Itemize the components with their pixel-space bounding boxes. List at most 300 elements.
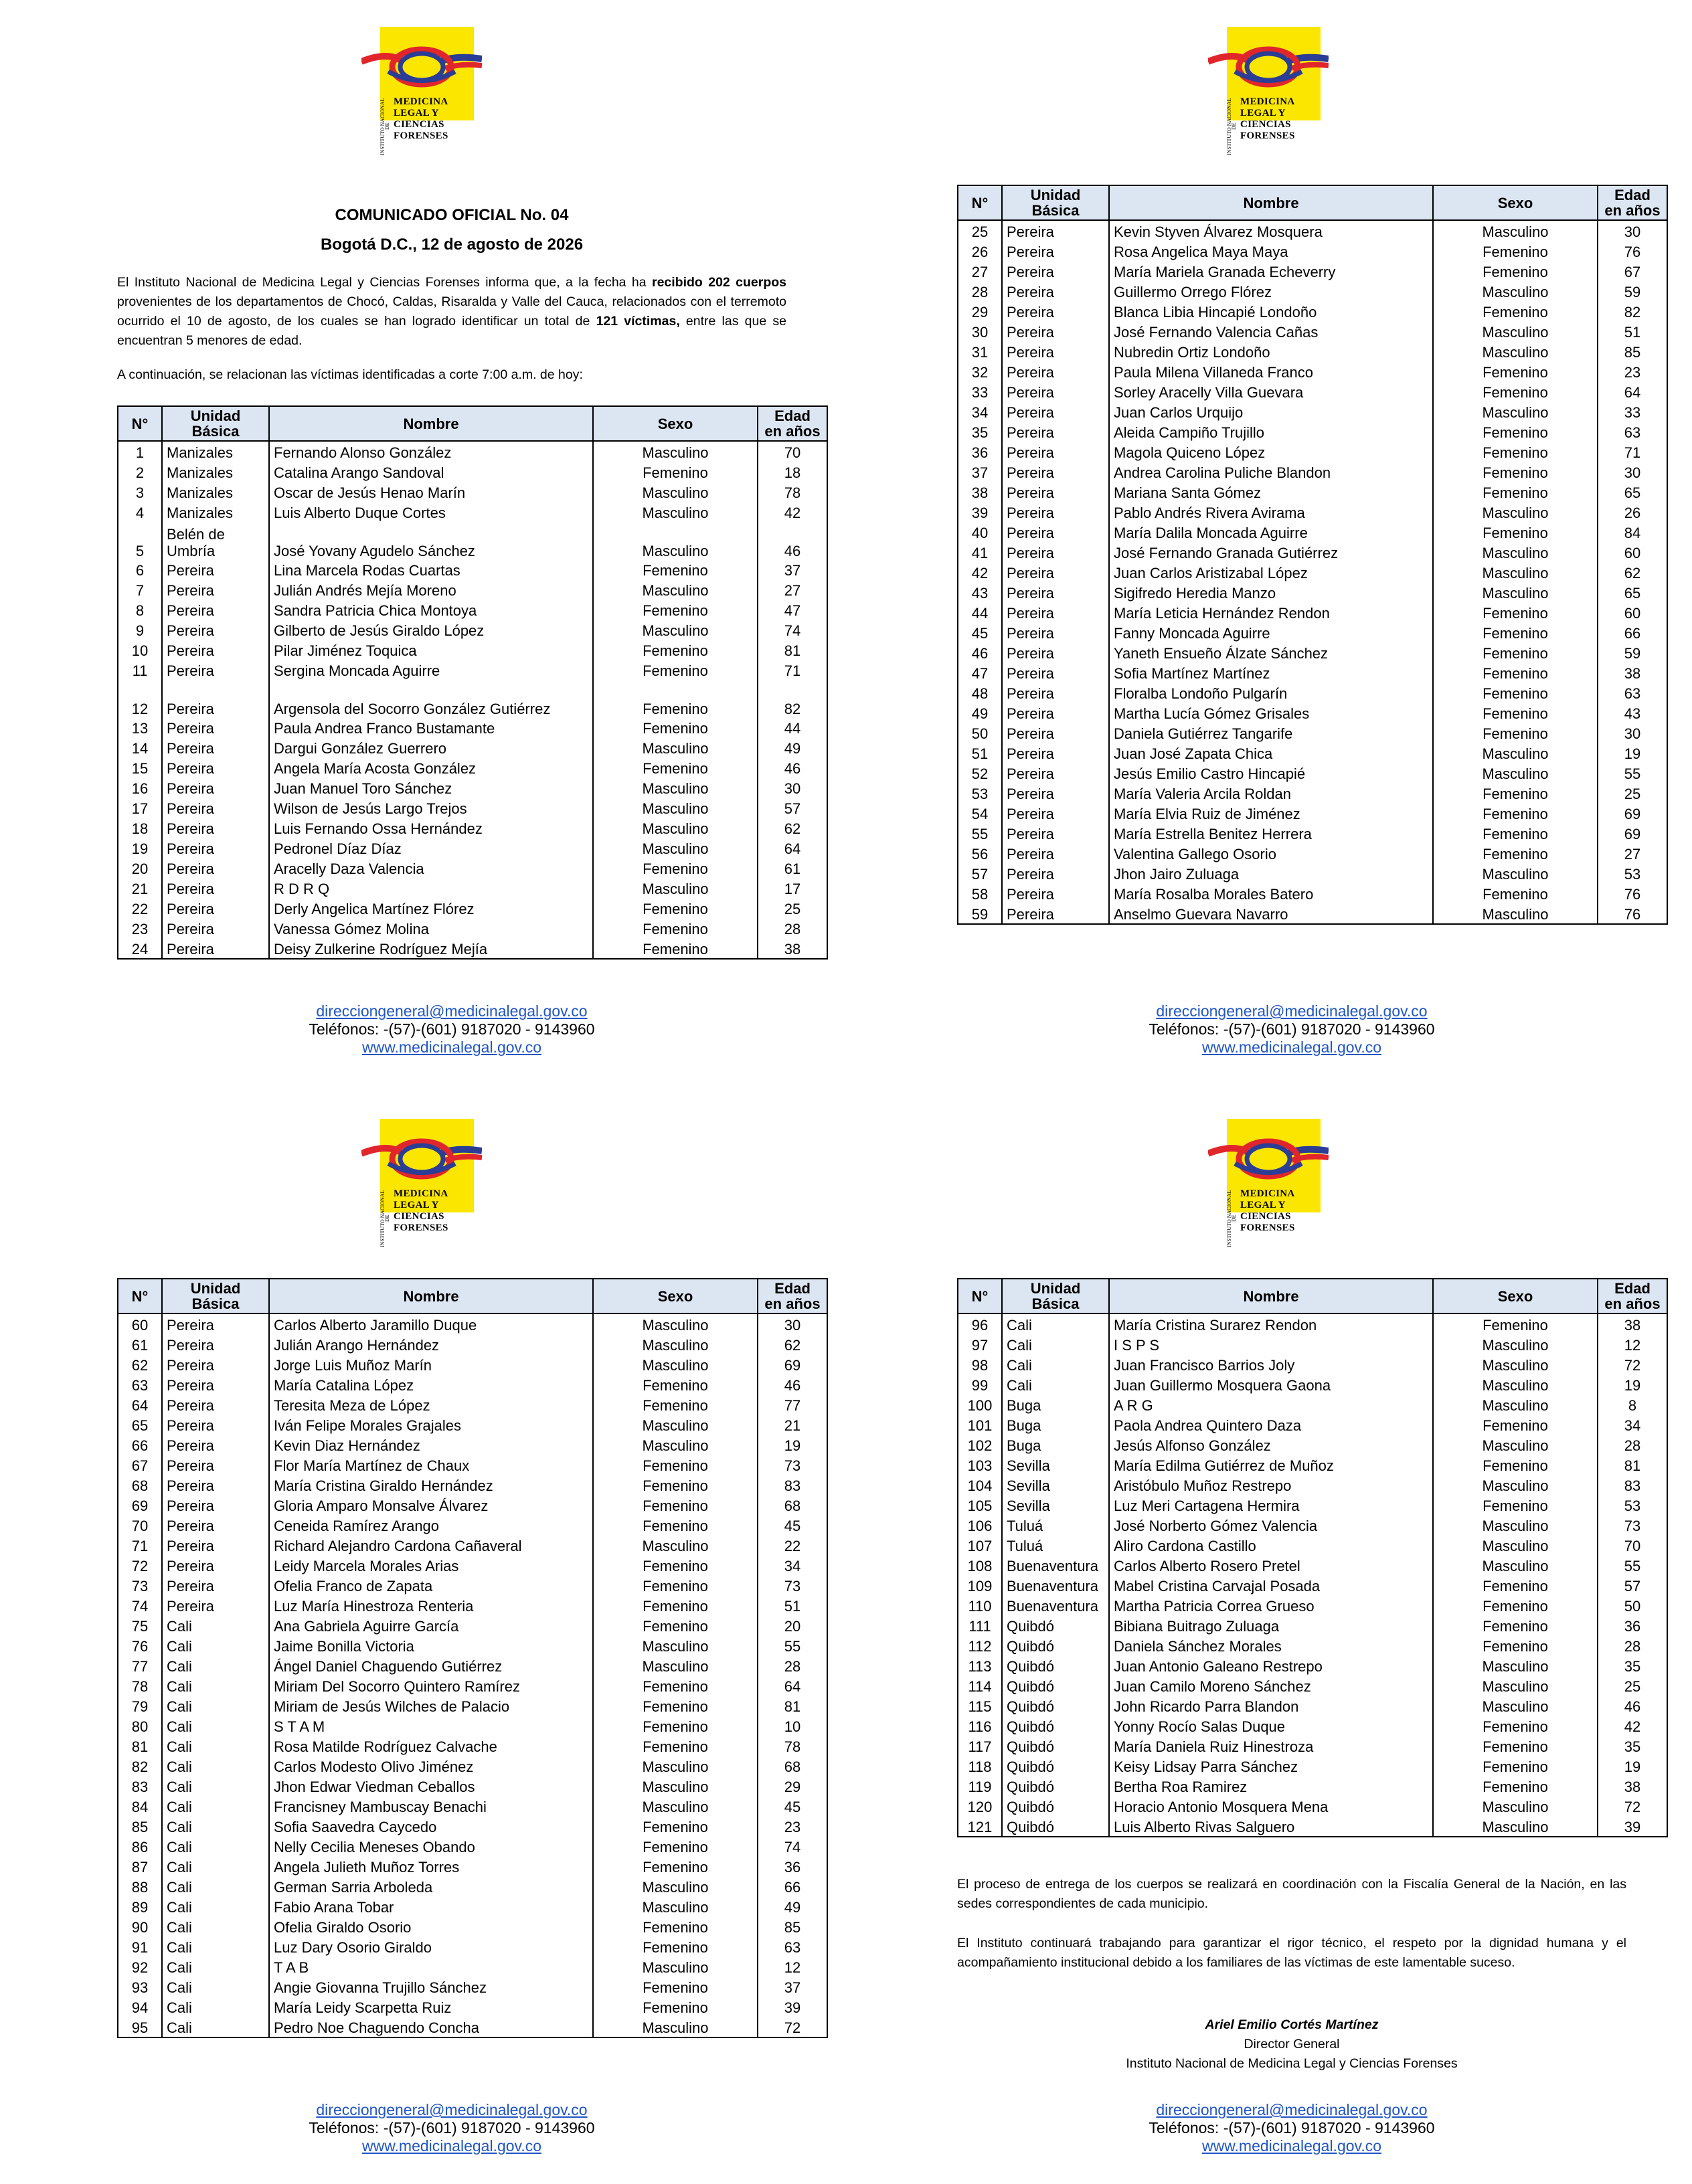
table-row bbox=[118, 522, 827, 559]
row-sex: Masculino bbox=[1433, 1535, 1598, 1555]
table-row bbox=[958, 361, 1667, 381]
row-unit: Cali bbox=[1002, 1334, 1109, 1354]
row-unit: Pereira bbox=[162, 1334, 269, 1354]
row-unit: Quibdó bbox=[1002, 1696, 1109, 1716]
table-row bbox=[118, 1615, 827, 1635]
row-unit: Pereira bbox=[1002, 883, 1109, 903]
row-number: 13 bbox=[118, 717, 162, 737]
row-age: 72 bbox=[1598, 1354, 1667, 1374]
row-age: 70 bbox=[1598, 1535, 1667, 1555]
row-age: 66 bbox=[1598, 622, 1667, 642]
row-age: 46 bbox=[758, 522, 827, 559]
table-row bbox=[118, 1776, 827, 1796]
email-link[interactable]: direcciongeneral@medicinalegal.gov.co bbox=[316, 1002, 588, 1020]
row-number: 68 bbox=[118, 1475, 162, 1495]
row-sex: Masculino bbox=[593, 778, 758, 798]
row-unit: Pereira bbox=[1002, 863, 1109, 883]
row-number: 117 bbox=[958, 1736, 1002, 1756]
website-link[interactable]: www.medicinalegal.gov.co bbox=[361, 1038, 542, 1056]
table-row bbox=[118, 778, 827, 798]
row-number: 62 bbox=[118, 1354, 162, 1374]
table-row bbox=[958, 502, 1667, 522]
row-unit: Quibdó bbox=[1002, 1635, 1109, 1655]
col-header-age: Edad en años bbox=[1598, 185, 1667, 220]
table-row bbox=[958, 763, 1667, 783]
row-number: 3 bbox=[118, 482, 162, 502]
row-name: Juan Manuel Toro Sánchez bbox=[269, 778, 593, 798]
row-name: Luz Dary Osorio Giraldo bbox=[269, 1936, 593, 1956]
row-age: 35 bbox=[1598, 1655, 1667, 1675]
row-sex: Masculino bbox=[593, 2017, 758, 2037]
row-sex: Femenino bbox=[1433, 783, 1598, 803]
institute-logo: INSTITUTO NACIONAL DE MEDICINA LEGAL Y CIENCIAS FORENSES bbox=[361, 1119, 482, 1253]
row-unit: Pereira bbox=[162, 858, 269, 878]
row-age: 19 bbox=[1598, 1374, 1667, 1394]
row-unit: Pereira bbox=[162, 1354, 269, 1374]
row-unit: Pereira bbox=[162, 1313, 269, 1334]
row-name: Luz María Hinestroza Renteria bbox=[269, 1595, 593, 1615]
col-header-num: N° bbox=[958, 1279, 1002, 1313]
row-unit: Pereira bbox=[162, 600, 269, 620]
row-age: 55 bbox=[1598, 1555, 1667, 1575]
row-number: 52 bbox=[958, 763, 1002, 783]
row-number: 43 bbox=[958, 582, 1002, 602]
email-link[interactable]: direcciongeneral@medicinalegal.gov.co bbox=[316, 2101, 588, 2118]
row-sex: Masculino bbox=[1433, 401, 1598, 422]
row-age: 43 bbox=[1598, 703, 1667, 723]
row-number: 61 bbox=[118, 1334, 162, 1354]
row-unit: Cali bbox=[162, 1776, 269, 1796]
row-unit: Quibdó bbox=[1002, 1716, 1109, 1736]
row-unit: Tuluá bbox=[1002, 1515, 1109, 1535]
table-row bbox=[958, 220, 1667, 241]
table-row bbox=[958, 1354, 1667, 1374]
table-row bbox=[118, 620, 827, 640]
row-name: Rosa Matilde Rodríguez Calvache bbox=[269, 1736, 593, 1756]
row-number: 21 bbox=[118, 878, 162, 898]
signer-role: Director General bbox=[1244, 2037, 1340, 2052]
row-sex: Femenino bbox=[1433, 261, 1598, 281]
row-sex: Femenino bbox=[593, 1615, 758, 1635]
website-link[interactable]: www.medicinalegal.gov.co bbox=[361, 2137, 542, 2155]
col-header-num: N° bbox=[118, 1279, 162, 1313]
table-row bbox=[958, 1475, 1667, 1495]
intro-paragraph: El Instituto Nacional de Medicina Legal y Ciencias Forenses informa que, a la fecha ha recibido 202 cuerpos provenientes de los departamentos de Chocó, Caldas, Risaralda y Valle del Cauca, relacionados con el terremoto ocurrido el 10 de agosto, de los cuales se han logrado identificar un total de 121 víctimas, entre las que se encuentran 5 menores de edad. bbox=[117, 275, 787, 348]
row-sex: Femenino bbox=[593, 462, 758, 482]
row-name: Luis Fernando Ossa Hernández bbox=[269, 818, 593, 838]
row-number: 38 bbox=[958, 482, 1002, 502]
row-sex: Masculino bbox=[1433, 1394, 1598, 1415]
row-unit: Pereira bbox=[162, 898, 269, 918]
row-number: 28 bbox=[958, 281, 1002, 301]
row-unit: Cali bbox=[162, 1876, 269, 1896]
table-row bbox=[118, 1415, 827, 1435]
row-sex: Femenino bbox=[1433, 662, 1598, 682]
row-unit: Pereira bbox=[1002, 502, 1109, 522]
row-unit: Pereira bbox=[1002, 462, 1109, 482]
col-header-age: Edad en años bbox=[758, 406, 827, 441]
row-unit: Pereira bbox=[162, 579, 269, 600]
row-name: Kevin Styven Álvarez Mosquera bbox=[1109, 220, 1433, 241]
table-row bbox=[958, 1435, 1667, 1455]
row-sex: Masculino bbox=[1433, 341, 1598, 361]
row-sex: Femenino bbox=[1433, 682, 1598, 703]
table-row bbox=[958, 1415, 1667, 1435]
row-sex: Femenino bbox=[593, 757, 758, 778]
row-number: 16 bbox=[118, 778, 162, 798]
row-age: 28 bbox=[758, 1655, 827, 1675]
row-sex: Femenino bbox=[593, 1555, 758, 1575]
row-name: Derly Angelica Martínez Flórez bbox=[269, 898, 593, 918]
row-number: 106 bbox=[958, 1515, 1002, 1535]
row-sex: Femenino bbox=[1433, 823, 1598, 843]
table-row bbox=[118, 2017, 827, 2037]
row-number: 72 bbox=[118, 1555, 162, 1575]
table-row bbox=[958, 241, 1667, 261]
table-row bbox=[118, 1555, 827, 1575]
row-sex: Masculino bbox=[593, 1313, 758, 1334]
row-unit: Pereira bbox=[162, 680, 269, 717]
row-name: Iván Felipe Morales Grajales bbox=[269, 1415, 593, 1435]
table-row bbox=[118, 1856, 827, 1876]
row-sex: Masculino bbox=[593, 579, 758, 600]
row-sex: Masculino bbox=[1433, 321, 1598, 341]
row-unit: Pereira bbox=[1002, 682, 1109, 703]
row-age: 46 bbox=[758, 1374, 827, 1394]
table-row bbox=[958, 1535, 1667, 1555]
row-number: 92 bbox=[118, 1956, 162, 1977]
table-row bbox=[958, 642, 1667, 662]
row-number: 115 bbox=[958, 1696, 1002, 1716]
row-number: 90 bbox=[118, 1916, 162, 1936]
row-unit: Pereira bbox=[162, 918, 269, 938]
row-age: 45 bbox=[758, 1796, 827, 1816]
row-number: 26 bbox=[958, 241, 1002, 261]
table-row bbox=[118, 1435, 827, 1455]
victims-table-1 bbox=[117, 405, 828, 960]
row-sex: Femenino bbox=[1433, 522, 1598, 542]
row-unit: Pereira bbox=[162, 757, 269, 778]
row-unit: Pereira bbox=[1002, 763, 1109, 783]
row-age: 67 bbox=[1598, 261, 1667, 281]
col-header-sex: Sexo bbox=[1433, 185, 1598, 220]
row-sex: Masculino bbox=[593, 1876, 758, 1896]
row-sex: Masculino bbox=[593, 522, 758, 559]
row-sex: Femenino bbox=[593, 1575, 758, 1595]
row-name: Carlos Modesto Olivo Jiménez bbox=[269, 1756, 593, 1776]
row-number: 97 bbox=[958, 1334, 1002, 1354]
row-name: José Yovany Agudelo Sánchez bbox=[269, 522, 593, 559]
table-row bbox=[118, 1756, 827, 1776]
row-unit: Cali bbox=[162, 1836, 269, 1856]
table-row bbox=[958, 1615, 1667, 1635]
row-unit: Quibdó bbox=[1002, 1816, 1109, 1837]
row-number: 20 bbox=[118, 858, 162, 878]
col-header-name: Nombre bbox=[269, 406, 593, 441]
row-name: Horacio Antonio Mosquera Mena bbox=[1109, 1796, 1433, 1816]
table-row bbox=[958, 783, 1667, 803]
row-age: 55 bbox=[1598, 763, 1667, 783]
row-age: 50 bbox=[1598, 1595, 1667, 1615]
row-name: Bibiana Buitrago Zuluaga bbox=[1109, 1615, 1433, 1635]
row-name: Juan Carlos Aristizabal López bbox=[1109, 562, 1433, 582]
row-number: 111 bbox=[958, 1615, 1002, 1635]
row-unit: Pereira bbox=[1002, 301, 1109, 321]
table-row bbox=[118, 1916, 827, 1936]
row-sex: Femenino bbox=[1433, 1455, 1598, 1475]
table-row bbox=[118, 1796, 827, 1816]
row-age: 60 bbox=[1598, 602, 1667, 622]
row-number: 54 bbox=[958, 803, 1002, 823]
row-number: 18 bbox=[118, 818, 162, 838]
row-age: 38 bbox=[1598, 1776, 1667, 1796]
row-age: 30 bbox=[1598, 220, 1667, 241]
col-header-unit: Unidad Básica bbox=[1002, 1279, 1109, 1313]
table-row bbox=[958, 1796, 1667, 1816]
row-name: Jesús Emilio Castro Hincapié bbox=[1109, 763, 1433, 783]
row-sex: Femenino bbox=[1433, 1615, 1598, 1635]
row-unit: Pereira bbox=[1002, 442, 1109, 462]
row-sex: Femenino bbox=[1433, 843, 1598, 863]
row-age: 21 bbox=[758, 1415, 827, 1435]
row-age: 64 bbox=[758, 1675, 827, 1696]
email-link[interactable]: direcciongeneral@medicinalegal.gov.co bbox=[1156, 2101, 1428, 2118]
row-unit: Buga bbox=[1002, 1394, 1109, 1415]
row-name: Jhon Jairo Zuluaga bbox=[1109, 863, 1433, 883]
row-number: 73 bbox=[118, 1575, 162, 1595]
row-unit: Buenaventura bbox=[1002, 1555, 1109, 1575]
row-sex: Masculino bbox=[593, 1635, 758, 1655]
row-unit: Pereira bbox=[1002, 361, 1109, 381]
row-sex: Femenino bbox=[1433, 883, 1598, 903]
row-number: 9 bbox=[118, 620, 162, 640]
row-name: Aracelly Daza Valencia bbox=[269, 858, 593, 878]
row-name: Magola Quiceno López bbox=[1109, 442, 1433, 462]
col-header-unit: Unidad Básica bbox=[1002, 185, 1109, 220]
row-name: José Fernando Granada Gutiérrez bbox=[1109, 542, 1433, 562]
row-age: 45 bbox=[758, 1515, 827, 1535]
row-number: 45 bbox=[958, 622, 1002, 642]
row-unit: Pereira bbox=[162, 620, 269, 640]
row-name: Fabio Arana Tobar bbox=[269, 1896, 593, 1916]
table-row bbox=[118, 1495, 827, 1515]
row-sex: Masculino bbox=[1433, 1475, 1598, 1495]
row-unit: Pereira bbox=[1002, 582, 1109, 602]
row-number: 69 bbox=[118, 1495, 162, 1515]
row-name: Jhon Edwar Viedman Ceballos bbox=[269, 1776, 593, 1796]
row-age: 69 bbox=[1598, 823, 1667, 843]
row-name: Ofelia Giraldo Osorio bbox=[269, 1916, 593, 1936]
row-name: Angela María Acosta González bbox=[269, 757, 593, 778]
row-sex: Masculino bbox=[1433, 1655, 1598, 1675]
table-row bbox=[958, 883, 1667, 903]
row-name: Sorley Aracelly Villa Guevara bbox=[1109, 381, 1433, 401]
row-number: 96 bbox=[958, 1313, 1002, 1334]
row-sex: Femenino bbox=[1433, 241, 1598, 261]
row-number: 39 bbox=[958, 502, 1002, 522]
table-row bbox=[958, 682, 1667, 703]
row-unit: Pereira bbox=[162, 818, 269, 838]
col-header-num: N° bbox=[958, 185, 1002, 220]
row-unit: Pereira bbox=[1002, 522, 1109, 542]
row-unit: Cali bbox=[162, 1916, 269, 1936]
table-row bbox=[958, 1655, 1667, 1675]
row-name: Deisy Zulkerine Rodríguez Mejía bbox=[269, 938, 593, 959]
row-number: 95 bbox=[118, 2017, 162, 2037]
table-row bbox=[118, 798, 827, 818]
row-age: 28 bbox=[758, 918, 827, 938]
row-age: 28 bbox=[1598, 1435, 1667, 1455]
row-unit: Pereira bbox=[162, 1374, 269, 1394]
row-sex: Femenino bbox=[593, 1696, 758, 1716]
row-unit: Pereira bbox=[1002, 381, 1109, 401]
row-name: Angie Giovanna Trujillo Sánchez bbox=[269, 1977, 593, 1997]
email-link[interactable]: direcciongeneral@medicinalegal.gov.co bbox=[1156, 1002, 1428, 1020]
row-age: 38 bbox=[1598, 1313, 1667, 1334]
row-sex: Masculino bbox=[1433, 863, 1598, 883]
row-number: 81 bbox=[118, 1736, 162, 1756]
row-unit: Cali bbox=[162, 1635, 269, 1655]
row-name: Ángel Daniel Chaguendo Gutiérrez bbox=[269, 1655, 593, 1675]
row-sex: Masculino bbox=[1433, 582, 1598, 602]
row-number: 49 bbox=[958, 703, 1002, 723]
row-age: 62 bbox=[758, 818, 827, 838]
row-number: 105 bbox=[958, 1495, 1002, 1515]
row-sex: Masculino bbox=[1433, 903, 1598, 924]
row-sex: Masculino bbox=[1433, 1515, 1598, 1535]
row-age: 85 bbox=[1598, 341, 1667, 361]
table-row bbox=[118, 1956, 827, 1977]
table-row bbox=[118, 1374, 827, 1394]
row-unit: Quibdó bbox=[1002, 1776, 1109, 1796]
row-age: 22 bbox=[758, 1535, 827, 1555]
table-row bbox=[958, 1816, 1667, 1837]
row-age: 76 bbox=[1598, 903, 1667, 924]
table-row bbox=[118, 680, 827, 717]
row-number: 113 bbox=[958, 1655, 1002, 1675]
row-unit: Quibdó bbox=[1002, 1756, 1109, 1776]
table-row bbox=[958, 1595, 1667, 1615]
row-sex: Masculino bbox=[593, 1776, 758, 1796]
contact-footer bbox=[117, 1002, 786, 1057]
row-number: 56 bbox=[958, 843, 1002, 863]
row-number: 70 bbox=[118, 1515, 162, 1535]
row-age: 62 bbox=[1598, 562, 1667, 582]
table-row bbox=[958, 542, 1667, 562]
table-row bbox=[118, 1896, 827, 1916]
row-name: Francisney Mambuscay Benachi bbox=[269, 1796, 593, 1816]
row-age: 70 bbox=[758, 441, 827, 462]
table-row bbox=[118, 918, 827, 938]
row-age: 49 bbox=[758, 737, 827, 757]
row-age: 53 bbox=[1598, 863, 1667, 883]
row-age: 78 bbox=[758, 1736, 827, 1756]
row-name: Fanny Moncada Aguirre bbox=[1109, 622, 1433, 642]
table-row bbox=[118, 1876, 827, 1896]
table-row bbox=[118, 1977, 827, 1997]
row-number: 25 bbox=[958, 220, 1002, 241]
victims-table-3 bbox=[117, 1278, 828, 2038]
row-sex: Femenino bbox=[593, 858, 758, 878]
row-number: 101 bbox=[958, 1415, 1002, 1435]
table-row bbox=[118, 818, 827, 838]
row-number: 116 bbox=[958, 1716, 1002, 1736]
row-unit: Pereira bbox=[162, 1535, 269, 1555]
table-row bbox=[958, 803, 1667, 823]
row-number: 112 bbox=[958, 1635, 1002, 1655]
row-number: 79 bbox=[118, 1696, 162, 1716]
row-name: Daniela Gutiérrez Tangarife bbox=[1109, 723, 1433, 743]
row-name: Daniela Sánchez Morales bbox=[1109, 1635, 1433, 1655]
row-age: 63 bbox=[1598, 422, 1667, 442]
row-number: 41 bbox=[958, 542, 1002, 562]
row-age: 37 bbox=[758, 559, 827, 579]
list-intro: A continuación, se relacionan las víctimas identificadas a corte 7:00 a.m. de hoy: bbox=[117, 367, 583, 382]
row-age: 71 bbox=[758, 660, 827, 680]
row-unit: Cali bbox=[1002, 1313, 1109, 1334]
page-1 bbox=[117, 0, 821, 1084]
row-number: 88 bbox=[118, 1876, 162, 1896]
row-age: 82 bbox=[1598, 301, 1667, 321]
row-age: 62 bbox=[758, 1334, 827, 1354]
table-row bbox=[118, 1354, 827, 1374]
table-row bbox=[118, 1394, 827, 1415]
table-row bbox=[118, 1313, 827, 1334]
row-age: 68 bbox=[758, 1495, 827, 1515]
row-age: 78 bbox=[758, 482, 827, 502]
row-number: 53 bbox=[958, 783, 1002, 803]
row-sex: Masculino bbox=[593, 737, 758, 757]
row-name: Vanessa Gómez Molina bbox=[269, 918, 593, 938]
website-link[interactable]: www.medicinalegal.gov.co bbox=[1201, 1038, 1382, 1056]
row-name: Andrea Carolina Puliche Blandon bbox=[1109, 462, 1433, 482]
row-age: 76 bbox=[1598, 883, 1667, 903]
row-unit: Manizales bbox=[162, 502, 269, 522]
row-unit: Buenaventura bbox=[1002, 1575, 1109, 1595]
row-number: 29 bbox=[958, 301, 1002, 321]
row-sex: Femenino bbox=[1433, 1756, 1598, 1776]
row-name: Dargui González Guerrero bbox=[269, 737, 593, 757]
row-name: John Ricardo Parra Blandon bbox=[1109, 1696, 1433, 1716]
row-unit: Pereira bbox=[162, 798, 269, 818]
table-row bbox=[958, 1716, 1667, 1736]
website-link[interactable]: www.medicinalegal.gov.co bbox=[1201, 2137, 1382, 2155]
row-name: R D R Q bbox=[269, 878, 593, 898]
row-name: María Dalila Moncada Aguirre bbox=[1109, 522, 1433, 542]
row-unit: Pereira bbox=[162, 640, 269, 660]
row-sex: Masculino bbox=[593, 818, 758, 838]
row-name: Juan Guillermo Mosquera Gaona bbox=[1109, 1374, 1433, 1394]
row-unit: Pereira bbox=[1002, 723, 1109, 743]
table-row bbox=[118, 441, 827, 462]
row-sex: Masculino bbox=[593, 441, 758, 462]
table-row bbox=[958, 703, 1667, 723]
row-age: 30 bbox=[1598, 462, 1667, 482]
row-number: 74 bbox=[118, 1595, 162, 1615]
row-sex: Femenino bbox=[1433, 1575, 1598, 1595]
row-sex: Masculino bbox=[1433, 1374, 1598, 1394]
row-unit: Pereira bbox=[162, 1455, 269, 1475]
table-row bbox=[118, 559, 827, 579]
row-number: 107 bbox=[958, 1535, 1002, 1555]
row-number: 98 bbox=[958, 1354, 1002, 1374]
row-unit: Pereira bbox=[162, 778, 269, 798]
row-name: Miriam de Jesús Wilches de Palacio bbox=[269, 1696, 593, 1716]
phones: Teléfonos: -(57)-(601) 9187020 - 9143960 bbox=[309, 1020, 595, 1038]
table-row bbox=[118, 1515, 827, 1535]
row-number: 22 bbox=[118, 898, 162, 918]
signature-block bbox=[957, 2015, 1626, 2074]
